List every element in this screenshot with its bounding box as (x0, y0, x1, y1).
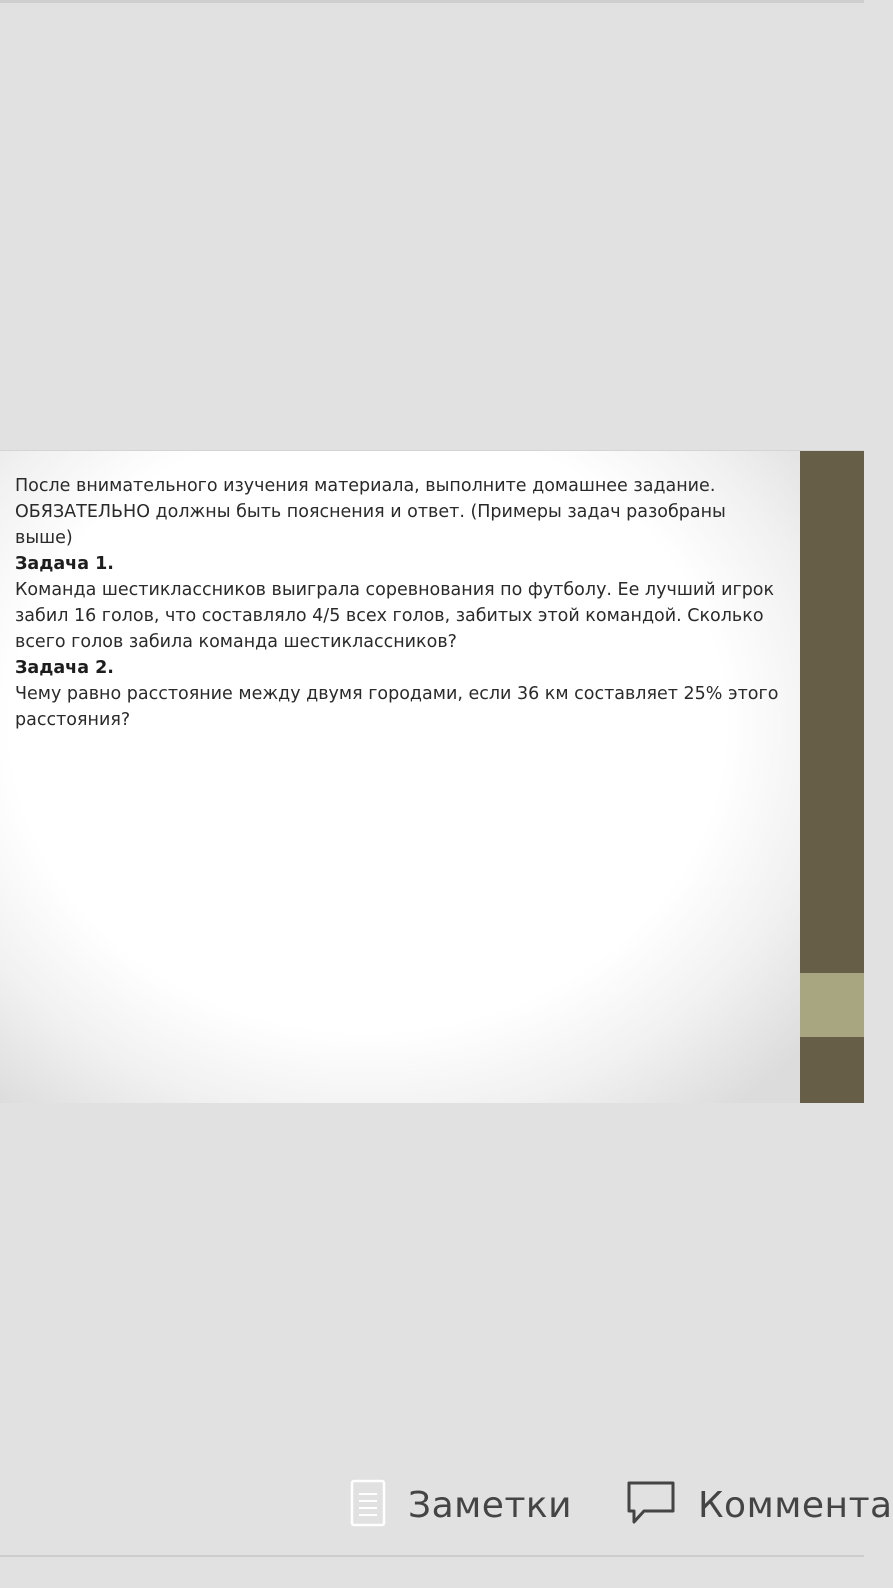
bottom-toolbar (0, 1470, 893, 1550)
top-edge (0, 0, 864, 3)
comments-label: Коммента (698, 1484, 893, 1526)
task-2-heading: Задача 2. (15, 658, 114, 678)
slide-text (15, 473, 785, 733)
slide-side-accent (800, 973, 864, 1037)
notes-icon (350, 1478, 386, 1532)
comment-icon (626, 1479, 676, 1531)
task-2-text: Чему равно расстояние между двумя городами, если 36 км составляет 25% этого расстояния? (15, 684, 779, 730)
notes-label: Заметки (408, 1484, 573, 1526)
slide (0, 450, 864, 1103)
comments-button[interactable] (626, 1470, 893, 1540)
task-1-heading: Задача 1. (15, 554, 114, 574)
notes-button[interactable] (350, 1470, 572, 1540)
task-1-text: Команда шестиклассников выиграла соревнования по футболу. Ее лучший игрок забил 16 голов, что составляло 4/5 всех голов, забитых этой командой. Сколько всего голов забила команда шестиклассников? (15, 580, 775, 652)
bottom-divider (0, 1555, 864, 1557)
instructions-text: После внимательного изучения материала, выполните домашнее задание. ОБЯЗАТЕЛЬНО должны быть пояснения и ответ. (Примеры задач разобраны выше) (15, 476, 726, 548)
